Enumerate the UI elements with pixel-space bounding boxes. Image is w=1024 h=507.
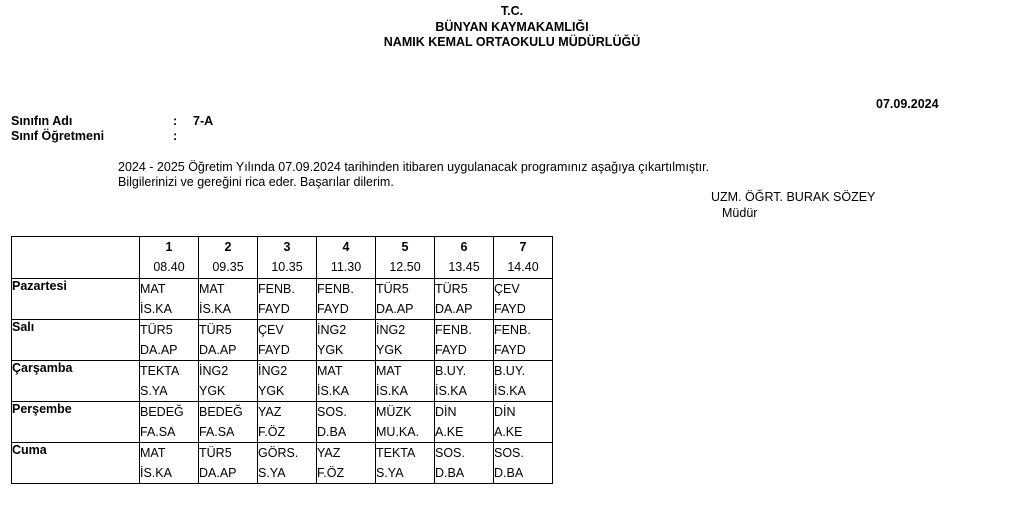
lesson-teacher: İS.KA — [140, 466, 172, 480]
lesson-cell — [376, 443, 435, 484]
lesson-subject: GÖRS. — [258, 446, 299, 460]
lesson-subject: MAT — [317, 364, 343, 378]
period-time: 09.35 — [212, 260, 244, 274]
lesson-cell — [317, 443, 376, 484]
lesson-cell — [199, 320, 258, 361]
period-time: 10.35 — [271, 260, 303, 274]
lesson-teacher: DA.AP — [199, 466, 237, 480]
header-tc: T.C. — [500, 4, 524, 18]
day-label: Çarşamba — [12, 361, 140, 402]
lesson-teacher: İS.KA — [435, 384, 467, 398]
period-header — [435, 237, 494, 279]
lesson-subject: MÜZK — [376, 405, 412, 419]
lesson-teacher: D.BA — [317, 425, 347, 439]
notice-line-1: 2024 - 2025 Öğretim Yılında 07.09.2024 tarihinden itibaren uygulanacak programınız aşağıya çıkartılmıştır. — [118, 160, 710, 174]
lesson-subject: SOS. — [317, 405, 347, 419]
period-time: 14.40 — [507, 260, 539, 274]
lesson-cell — [140, 361, 199, 402]
day-label: Pazartesi — [12, 279, 140, 320]
lesson-cell — [140, 320, 199, 361]
lesson-teacher: İS.KA — [199, 302, 231, 316]
lesson-teacher: A.KE — [435, 425, 464, 439]
lesson-subject: TÜR5 — [199, 323, 232, 337]
lesson-teacher: FA.SA — [199, 425, 235, 439]
lesson-subject: ÇEV — [494, 282, 520, 296]
lesson-cell — [199, 443, 258, 484]
lesson-subject: BEDEĞ — [199, 405, 243, 419]
lesson-cell — [199, 279, 258, 320]
table-row — [12, 279, 553, 320]
lesson-cell — [494, 361, 553, 402]
period-number: 6 — [460, 240, 468, 254]
lesson-cell — [140, 402, 199, 443]
lesson-cell — [376, 279, 435, 320]
lesson-teacher: FAYD — [435, 343, 467, 357]
period-number: 7 — [519, 240, 527, 254]
lesson-subject: BEDEĞ — [140, 405, 184, 419]
lesson-subject: FENB. — [494, 323, 531, 337]
day-label: Cuma — [12, 443, 140, 484]
period-number: 3 — [283, 240, 291, 254]
signature-name: UZM. ÖĞRT. BURAK SÖZEY — [711, 190, 876, 204]
class-teacher-label: Sınıf Öğretmeni — [11, 129, 105, 143]
lesson-subject: TÜR5 — [435, 282, 468, 296]
lesson-cell — [140, 279, 199, 320]
lesson-cell — [494, 320, 553, 361]
lesson-teacher: A.KE — [494, 425, 523, 439]
lesson-teacher: F.ÖZ — [258, 425, 286, 439]
header-school: NAMIK KEMAL ORTAOKULU MÜDÜRLÜĞÜ — [383, 35, 641, 49]
lesson-cell — [435, 320, 494, 361]
lesson-cell — [317, 320, 376, 361]
day-label: Salı — [12, 320, 140, 361]
lesson-cell — [376, 361, 435, 402]
document-date: 07.09.2024 — [876, 97, 939, 111]
lesson-teacher: FAYD — [258, 302, 290, 316]
lesson-cell — [435, 279, 494, 320]
lesson-cell — [199, 402, 258, 443]
lesson-cell — [376, 402, 435, 443]
table-row — [12, 402, 553, 443]
lesson-teacher: FAYD — [317, 302, 349, 316]
period-number: 5 — [401, 240, 409, 254]
lesson-teacher: S.YA — [140, 384, 168, 398]
lesson-subject: İNG2 — [317, 323, 347, 337]
lesson-cell — [317, 361, 376, 402]
lesson-subject: SOS. — [494, 446, 524, 460]
lesson-teacher: FAYD — [258, 343, 290, 357]
lesson-teacher: D.BA — [494, 466, 524, 480]
lesson-cell — [258, 320, 317, 361]
lesson-subject: İNG2 — [376, 323, 406, 337]
period-header — [376, 237, 435, 279]
signature-title: Müdür — [722, 206, 758, 220]
lesson-teacher: DA.AP — [199, 343, 237, 357]
lesson-subject: ÇEV — [258, 323, 284, 337]
lesson-teacher: DA.AP — [435, 302, 473, 316]
lesson-teacher: YGK — [199, 384, 226, 398]
period-number: 4 — [342, 240, 350, 254]
timetable-header-row — [12, 237, 553, 279]
notice-line-2: Bilgilerinizi ve gereğini rica eder. Başarılar dilerim. — [118, 175, 394, 189]
lesson-subject: FENB. — [435, 323, 472, 337]
lesson-subject: TÜR5 — [140, 323, 173, 337]
lesson-cell — [494, 402, 553, 443]
lesson-cell — [199, 361, 258, 402]
lesson-cell — [494, 279, 553, 320]
timetable — [11, 236, 553, 484]
lesson-cell — [494, 443, 553, 484]
lesson-cell — [435, 361, 494, 402]
lesson-teacher: YGK — [317, 343, 344, 357]
period-time: 12.50 — [389, 260, 421, 274]
period-time: 11.30 — [330, 260, 362, 274]
table-row — [12, 361, 553, 402]
lesson-teacher: YGK — [376, 343, 403, 357]
lesson-subject: İNG2 — [199, 364, 229, 378]
lesson-subject: MAT — [140, 282, 166, 296]
period-header — [199, 237, 258, 279]
lesson-teacher: YGK — [258, 384, 285, 398]
lesson-teacher: F.ÖZ — [317, 466, 345, 480]
class-name-colon: : — [173, 114, 178, 128]
lesson-cell — [258, 402, 317, 443]
lesson-subject: MAT — [376, 364, 402, 378]
lesson-cell — [258, 443, 317, 484]
lesson-subject: B.UY. — [494, 364, 526, 378]
lesson-subject: DİN — [435, 405, 457, 419]
lesson-teacher: DA.AP — [376, 302, 414, 316]
period-number: 2 — [224, 240, 232, 254]
lesson-subject: TEKTA — [140, 364, 180, 378]
lesson-teacher: İS.KA — [140, 302, 172, 316]
period-number: 1 — [165, 240, 173, 254]
lesson-subject: TEKTA — [376, 446, 416, 460]
lesson-cell — [435, 402, 494, 443]
lesson-teacher: FA.SA — [140, 425, 176, 439]
period-header — [317, 237, 376, 279]
lesson-cell — [258, 279, 317, 320]
lesson-subject: İNG2 — [258, 364, 288, 378]
lesson-subject: YAZ — [317, 446, 341, 460]
lesson-teacher: FAYD — [494, 343, 526, 357]
lesson-subject: B.UY. — [435, 364, 467, 378]
lesson-teacher: İS.KA — [494, 384, 526, 398]
class-teacher-colon: : — [173, 129, 178, 143]
lesson-teacher: FAYD — [494, 302, 526, 316]
period-header — [494, 237, 553, 279]
lesson-subject: DİN — [494, 405, 516, 419]
lesson-teacher: DA.AP — [140, 343, 178, 357]
period-time: 13.45 — [448, 260, 480, 274]
lesson-cell — [376, 320, 435, 361]
lesson-teacher: S.YA — [376, 466, 404, 480]
lesson-teacher: MU.KA. — [376, 425, 420, 439]
lesson-subject: MAT — [140, 446, 166, 460]
table-row — [12, 320, 553, 361]
lesson-subject: TÜR5 — [376, 282, 409, 296]
lesson-teacher: S.YA — [258, 466, 286, 480]
lesson-subject: FENB. — [317, 282, 354, 296]
class-name-value: 7-A — [193, 114, 214, 128]
day-label: Perşembe — [12, 402, 140, 443]
lesson-subject: TÜR5 — [199, 446, 232, 460]
lesson-teacher: İS.KA — [376, 384, 408, 398]
lesson-cell — [258, 361, 317, 402]
period-header — [140, 237, 199, 279]
lesson-teacher: D.BA — [435, 466, 465, 480]
class-name-label: Sınıfın Adı — [11, 114, 73, 128]
period-header — [258, 237, 317, 279]
table-row — [12, 443, 553, 484]
lesson-cell — [317, 402, 376, 443]
lesson-cell — [140, 443, 199, 484]
timetable-corner — [12, 237, 140, 279]
lesson-teacher: İS.KA — [317, 384, 349, 398]
lesson-subject: FENB. — [258, 282, 295, 296]
lesson-subject: SOS. — [435, 446, 465, 460]
period-time: 08.40 — [153, 260, 185, 274]
lesson-subject: MAT — [199, 282, 225, 296]
lesson-subject: YAZ — [258, 405, 282, 419]
lesson-cell — [435, 443, 494, 484]
header-kaymakamlik: BÜNYAN KAYMAKAMLIĞI — [435, 20, 589, 34]
lesson-cell — [317, 279, 376, 320]
